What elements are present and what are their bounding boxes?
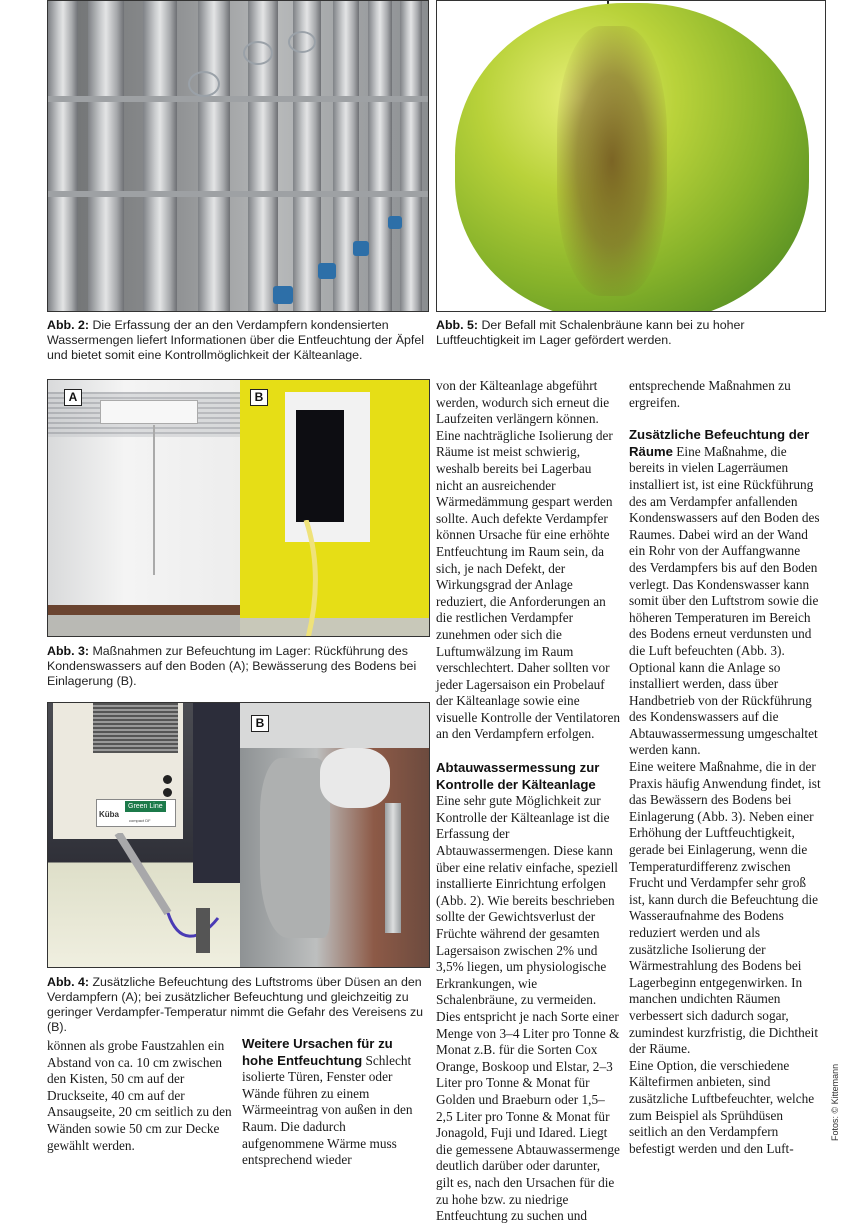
figure-3-panel-b (240, 380, 430, 637)
section-heading-weitere-ursachen: Weitere Ursachen für zu hohe Entfeuchtung (242, 1036, 393, 1068)
hose-icon (300, 520, 340, 637)
column-3-paragraph-1: von der Kälteanlage abgeführt werden, wodurch sich erneut die Laufzeiten verlängern können. Eine nachträgliche Isolierung der Räume ist meist schwierig, weshalb bereits bei Lagerbau nicht an ausreichender Wärmedämmung gespart werden sollte. Auch defekte Verdampfer können Ursache für eine erhöhte Entfeuchtung im Raum sein, da sich, je nach Defekt, der Wirkungsgrad der Anlage reduziert, die Anforderungen an die restlichen Verdampfer zunehmen oder sich die Luftumwälzung im Raum verschlechtert. Daher sollten vor jeder Lagersaison ein Probelauf der Kälteanlage sowie eine visuelle Kontrolle der Ventilatoren an den Verdampfern erfolgen. (436, 378, 621, 742)
figure-4-label: Abb. 4: (47, 975, 89, 989)
figure-5-caption (436, 318, 826, 348)
figure-5-photo (436, 0, 826, 312)
figure-5-label: Abb. 5: (436, 318, 478, 332)
figure-3-label: Abb. 3: (47, 644, 89, 658)
nozzle-hose-icon (108, 833, 228, 968)
figure-3-text: Maßnahmen zur Befeuchtung im Lager: Rückführung des Kondenswassers auf den Boden (A); Bewässerung des Bodens bei Einlagerung (B). (47, 644, 417, 688)
sticker-brand: Küba (99, 810, 119, 819)
figure-5-text: Der Befall mit Schalenbräune kann bei zu hoher Luftfeuchtigkeit im Lager gefördert werden. (436, 318, 745, 347)
figure-4-panel-a (48, 703, 240, 968)
column-2-paragraph: Schlecht isolierte Türen, Fenster oder Wände führen zu einem Wärmeeintrag von außen in den Raum. Die dadurch aufgenommene Wärme muss entsprechend wieder (242, 1052, 413, 1168)
column-1-bottom (47, 1038, 232, 1154)
figure-3-panel-a (48, 380, 240, 637)
photo-credit: Fotos: © Kittemann (830, 1063, 840, 1141)
figure-2-photo (47, 0, 429, 312)
column-4-paragraph-2: Eine Maßnahme, die bereits in vielen Lagerräumen installiert ist, ist eine Rückführung des am Verdampfer anfallenden Kondenswassers auf den Boden des Raumes. Dabei wird an der Wand ein Rohr von der Auffangwanne des Verdampfers bis auf den Boden verlegt. Das Kondenswasser kann somit über den Luftstrom sowie die höheren Temperaturen im Bereich des Bodens erneut verdunsten und die Luft befeuchten (Abb. 3). Optional kann die Anlage so installiert werden, dass über Handbetrieb von der Rückführung des Kondenswassers auf die Abtauwassermessung umgeschaltet werden kann. (629, 443, 820, 758)
column-2-bottom (242, 1036, 427, 1169)
figure-4-panel-b (240, 703, 430, 968)
figure-4-text: Zusätzliche Befeuchtung des Luftstroms über Düsen an den Verdampfern (A); bei zusätzlicher Befeuchtung und gleichzeitig zu geringer Verdampfer-Temperatur nimmt die Gefahr des Vereisens zu (B). (47, 975, 424, 1034)
figure-3-label-a: A (64, 389, 82, 406)
sticker-line: Green Line (125, 801, 166, 812)
kueba-sticker (96, 799, 176, 827)
figure-4-caption (47, 975, 432, 1035)
figure-3-caption (47, 644, 432, 689)
column-3-paragraph-2: Eine sehr gute Möglichkeit zur Kontrolle der Kälteanlage ist die Erfassung der Abtauwassermengen. Diese kann über eine relativ einfache, speziell installierte Einrichtung erfolgen (Abb. 2). Wie bereits beschrieben sollte der Gewichtsverlust der Früchte während der gesamten Lagersaison zwischen 2% und 3,5% liegen, um physiologische Erkrankungen, wie Schalenbräune, zu vermeiden. Dies entspricht je nach Sorte einer Menge von 3–4 Liter pro Tonne & Monat z.B. für die Sorten Cox Orange, Boskoop und Elstar, 2–3 Liter pro Tonne & Monat für Golden und Braeburn oder 1,5–2,5 Liter pro Tonne & Monat für Jonagold, Fuji und Idared. Liegt die gemessene Abtauwassermenge deutlich darüber oder darunter, gilt es, nach den Ursachen für die zu hohe bzw. zu niedrige Entfeuchtung zu suchen und (436, 793, 620, 1224)
figure-4-photo (47, 702, 430, 968)
column-4 (629, 378, 821, 1157)
sticker-sub: compact DF (129, 818, 151, 823)
column-4-paragraph-4: Eine Option, die verschiedene Kältefirmen anbieten, sind zusätzliche Luftbefeuchter, welche zum Beispiel als Sprühdüsen seitlich an den Verdampfern befestigt werden und den Luft- (629, 1057, 815, 1156)
column-3 (436, 378, 621, 1225)
figure-3-photo (47, 379, 430, 637)
figure-2-text: Die Erfassung der an den Verdampfern kondensierten Wassermengen liefert Informationen über die Entfeuchtung der Äpfel und bietet somit eine Kontrollmöglichkeit der Kälteanlage. (47, 318, 424, 362)
browning-patch (557, 26, 667, 296)
figure-2-label: Abb. 2: (47, 318, 89, 332)
column-4-paragraph-3: Eine weitere Maßnahme, die in der Praxis häufig Anwendung findet, ist das Bewässern des Bodens bei Einlagerung (Abb. 3). Neben einer Erhöhung der Luftfeuchtigkeit, gerade bei Einlagerung, wenn die Temperaturdifferenz zwischen Frucht und Verdampfer sehr groß ist, kann durch die Befeuchtung die Wasseraufnahme des Bodens reduziert werden und als zusätzliche Isolierung der Wärmestrahlung des Bodens bei Lagerbeginn entgegenwirken. In manchen undichten Räumen verbessert sich dadurch sogar, zumindest kurzfristig, die Dichtheit der Räume. (629, 759, 821, 1057)
column-4-paragraph-1: entsprechende Maßnahmen zu ergreifen. (629, 378, 791, 410)
section-heading-zusaetzliche-befeuchtung: Zusätzliche Befeuchtung der Räume (629, 427, 810, 459)
figure-2-caption (47, 318, 432, 363)
section-heading-abtauwassermessung: Abtauwassermessung zur Kontrolle der Kälteanlage (436, 760, 600, 792)
figure-4-label-b: B (251, 715, 269, 732)
figure-3-label-b: B (250, 389, 268, 406)
column-1-paragraph: können als grobe Faustzahlen ein Abstand von ca. 10 cm zwischen den Kisten, 50 cm auf der Druckseite, 40 cm auf der Ansaugseite, 20 cm seitlich zu den Wänden sowie 50 cm zur Decke gewählt werden. (47, 1038, 232, 1153)
